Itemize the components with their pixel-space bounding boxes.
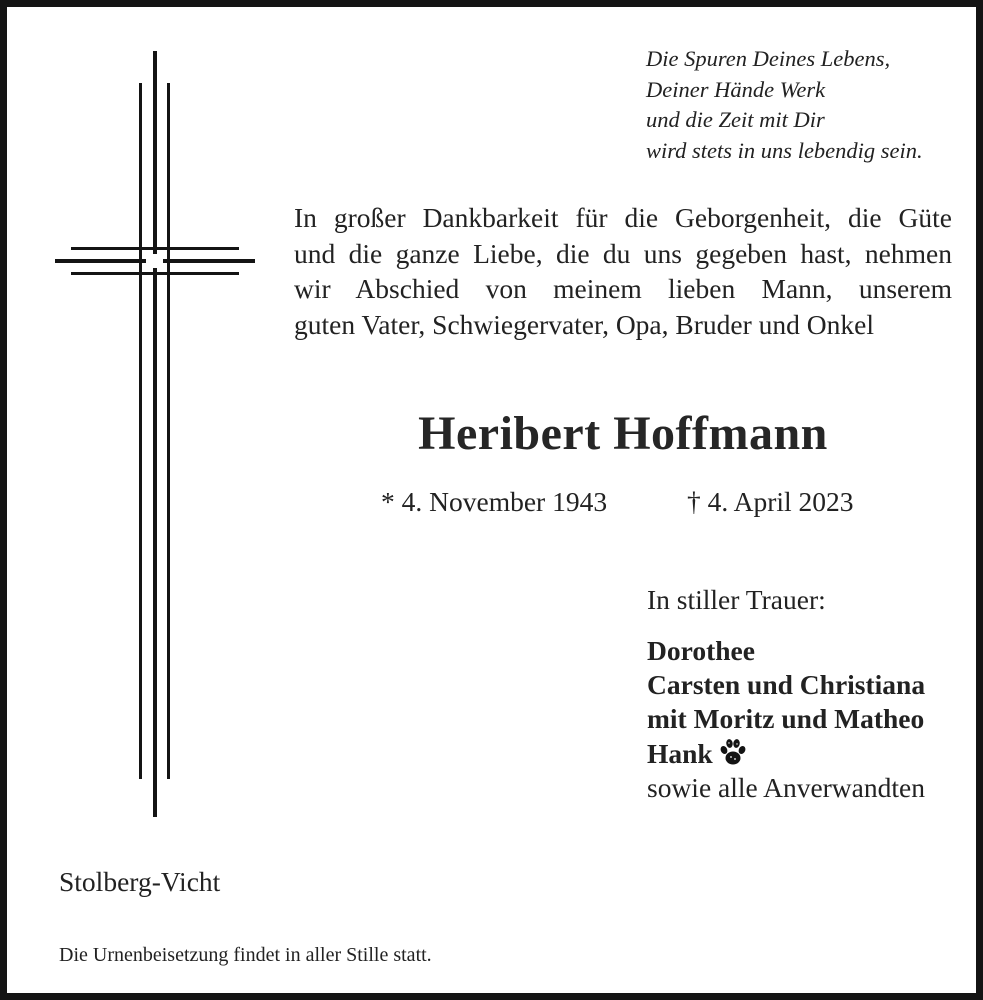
poem-line: Die Spuren Deines Lebens, [646,46,891,71]
birth-date: * 4. November 1943 [381,486,608,517]
intro-line: wir Abschied von meinem lieben Mann, unserem [294,273,952,304]
mourner-name: Dorothee [647,635,755,666]
cross-icon [55,51,255,817]
intro-line: In großer Dankbarkeit für die Geborgenheit, die Güte [294,202,952,233]
burial-notice: Die Urnenbeisetzung findet in aller Stille statt. [59,944,432,966]
paw-print-icon [717,736,749,768]
intro-text [294,200,952,342]
mourner-name: Hank [647,738,713,769]
deceased-name: Heribert Hoffmann [418,407,828,460]
intro-line: und die ganze Liebe, die du uns gegeben hast, nehmen [294,237,952,269]
intro-line: guten Vater, Schwiegervater, Opa, Bruder und Onkel [294,308,874,340]
mourning-heading: In stiller Trauer: [647,584,826,615]
mourners-list [647,634,977,805]
poem-line: Deiner Hände Werk [646,76,826,102]
mourner-name: mit Moritz und Matheo [647,703,925,734]
mourners-others: sowie alle Anverwandten [647,772,925,803]
location: Stolberg-Vicht [59,866,221,897]
mourner-name: Carsten und Christiana [647,669,926,700]
mourner-pet-row [647,736,977,771]
poem-line: und die Zeit mit Dir [646,107,825,132]
poem-line: wird stets in uns lebendig sein. [646,137,923,163]
poem [646,44,966,166]
death-date: † 4. April 2023 [687,486,854,517]
